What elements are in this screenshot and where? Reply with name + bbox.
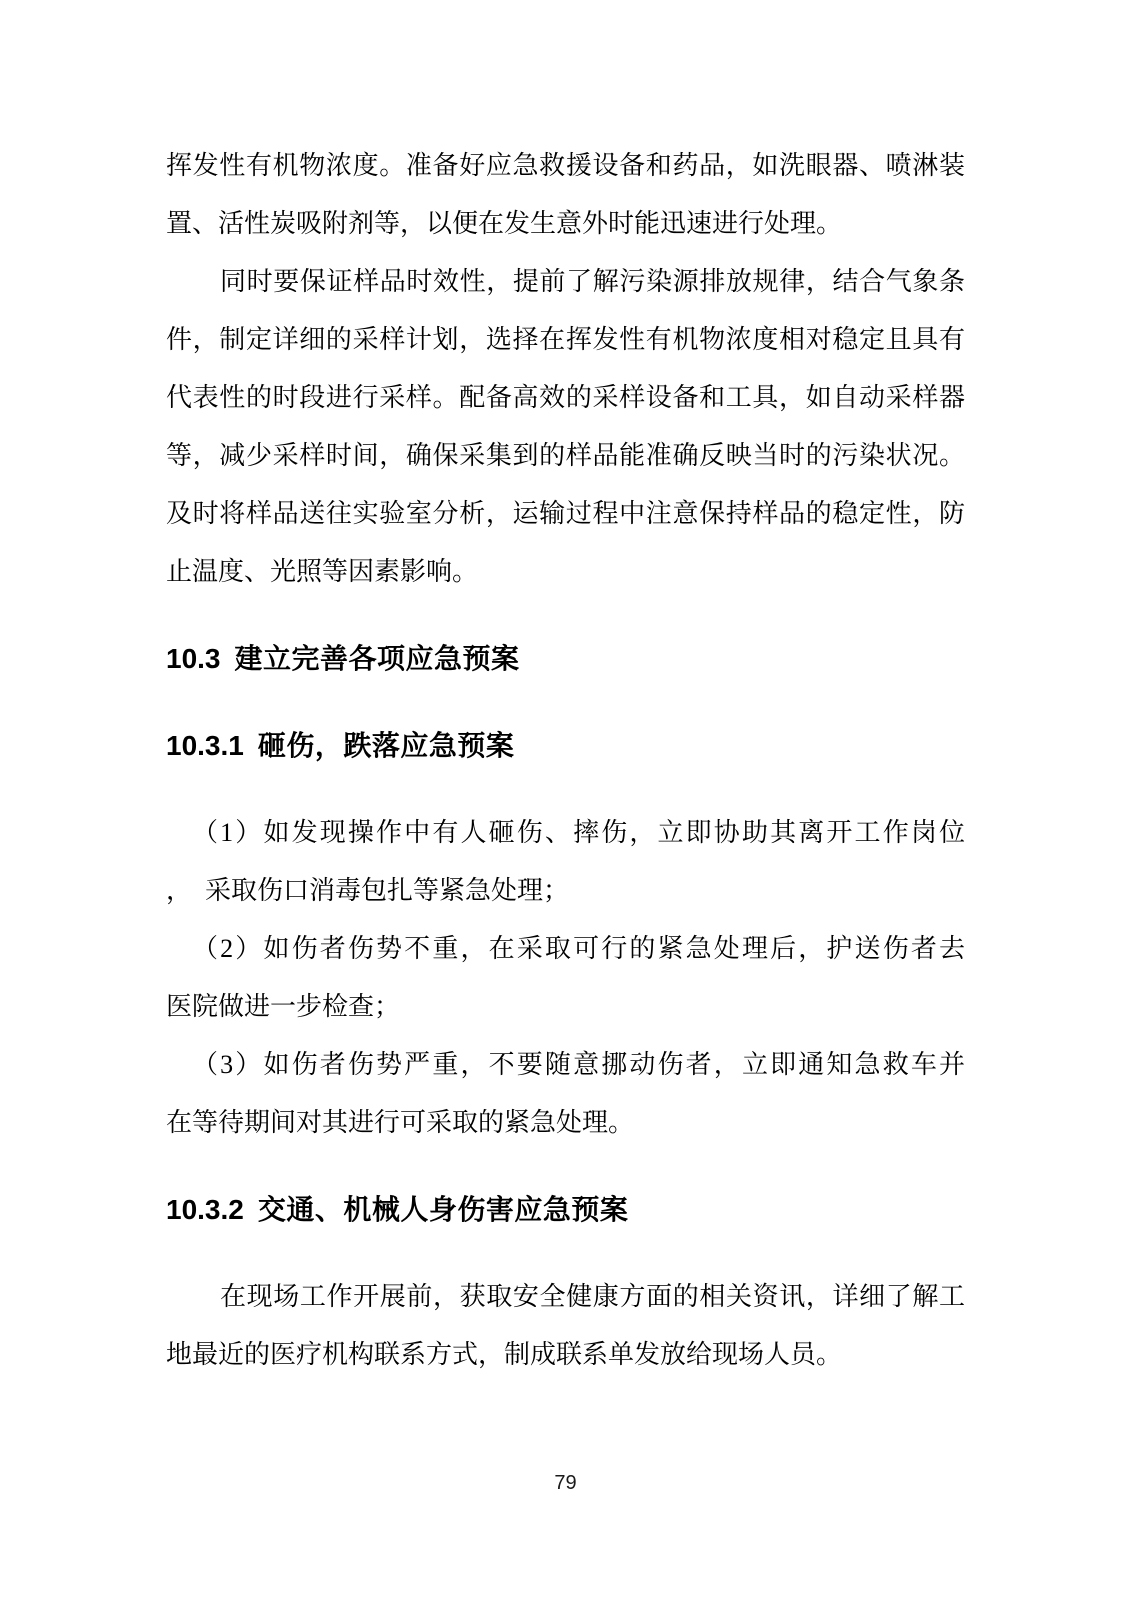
page-footer (0, 1472, 1131, 1495)
text-line: 挥发性有机物浓度。准备好应急救援设备和药品，如洗眼器、喷淋装 (166, 151, 965, 180)
section-heading (166, 1181, 965, 1239)
heading-title: 交通、机械人身伤害应急预案 (257, 1194, 629, 1225)
text-line: 件，制定详细的采样计划，选择在挥发性有机物浓度相对稳定且具有 (166, 325, 965, 354)
heading-title: 砸伤，跌落应急预案 (257, 730, 515, 761)
text-line: （3）如伤者伤势严重，不要随意挪动伤者，立即通知急救车并 (192, 1050, 965, 1079)
text-line: 及时将样品送往实验室分析，运输过程中注意保持样品的稳定性，防 (166, 499, 965, 528)
text-line: 等，减少采样时间，确保采集到的样品能准确反映当时的污染状况。 (166, 441, 965, 470)
text-line: 在现场工作开展前，获取安全健康方面的相关资讯，详细了解工 (220, 1282, 965, 1311)
document-body (166, 137, 965, 1384)
text-line: 在等待期间对其进行可采取的紧急处理。 (166, 1108, 635, 1137)
text-line: （1）如发现操作中有人砸伤、摔伤，立即协助其离开工作岗位 (192, 818, 965, 847)
heading-number: 10.3.2 (166, 1194, 244, 1225)
section-heading (166, 630, 965, 688)
text-line: 置、活性炭吸附剂等，以便在发生意外时能迅速进行处理。 (166, 209, 843, 238)
text-line: （2）如伤者伤势不重，在采取可行的紧急处理后，护送伤者去 (192, 934, 965, 963)
text-line: 代表性的时段进行采样。配备高效的采样设备和工具，如自动采样器 (166, 383, 965, 412)
heading-number: 10.3.1 (166, 730, 244, 761)
page-number: 79 (554, 1472, 577, 1494)
text-line: ， 采取伤口消毒包扎等紧急处理； (166, 876, 570, 905)
heading-title: 建立完善各项应急预案 (234, 643, 520, 674)
text-line: 地最近的医疗机构联系方式，制成联系单发放给现场人员。 (166, 1340, 843, 1369)
heading-number: 10.3 (166, 643, 221, 674)
text-line: 医院做进一步检查； (166, 992, 401, 1021)
text-line: 同时要保证样品时效性，提前了解污染源排放规律，结合气象条 (220, 267, 965, 296)
section-heading (166, 717, 965, 775)
text-line: 止温度、光照等因素影响。 (166, 557, 479, 586)
